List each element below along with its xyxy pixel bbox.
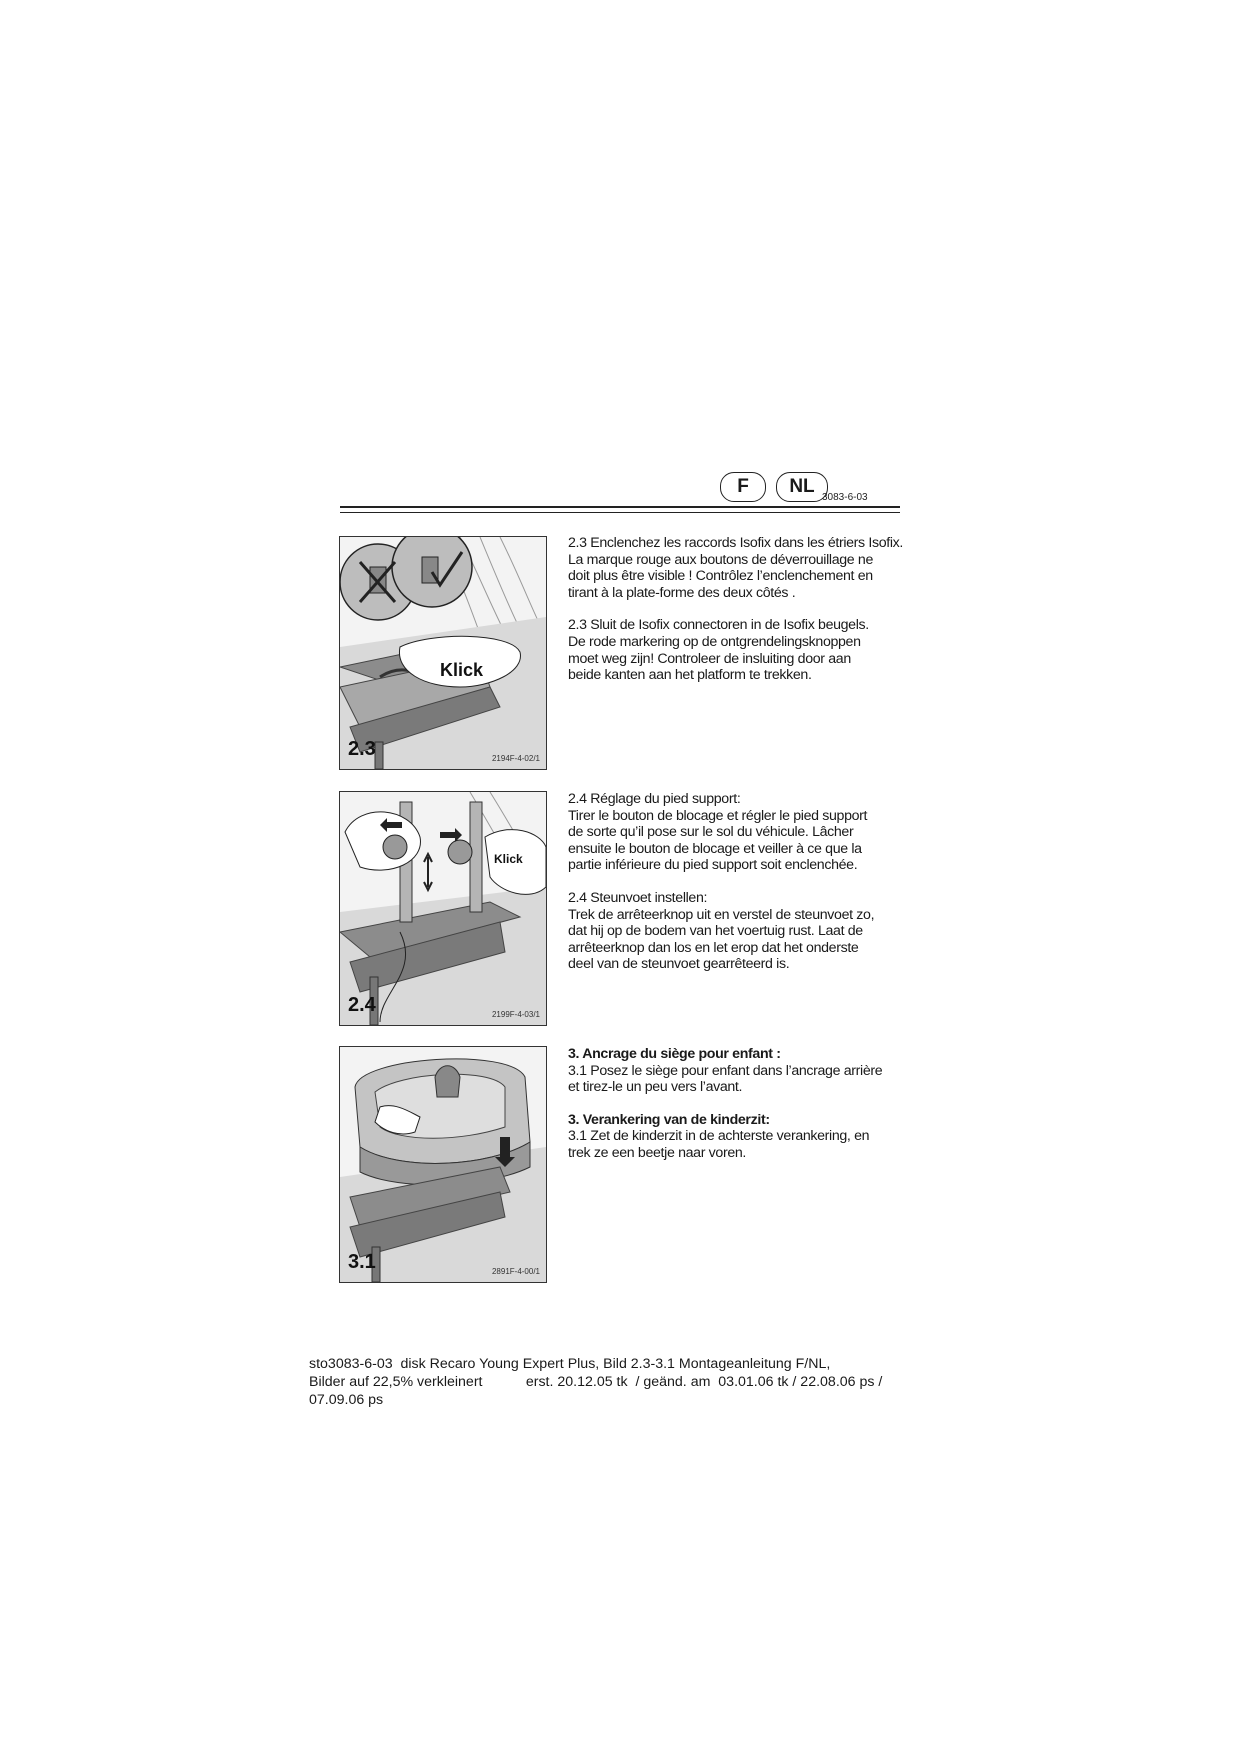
text-line: moet weg zijn! Controleer de insluiting door aan [568,650,851,667]
text-line: dat hij op de bodem van het voertuig rust. Laat de [568,923,863,940]
document-code: 3083-6-03 [822,492,868,503]
text-line: tirant à la plate-forme des deux côtés . [568,584,796,601]
klick-callout: Klick [494,852,523,866]
text-line: 2.4 Steunvoet instellen: [568,889,708,906]
language-badge-nl: NL [776,472,828,502]
text-line: arrêteerknop dan los en let erop dat het onderste [568,939,859,956]
text-line: deel van de steunvoet gearrêteerd is. [568,956,790,973]
figure-2-4 [339,791,547,1026]
isofix-connect-illustration [340,537,546,769]
text-line: 3.1 Posez le siège pour enfant dans l’ancrage arrière [568,1062,883,1079]
figure-code: 2199F-4-03/1 [491,1010,540,1019]
footer-line: sto3083-6-03 disk Recaro Young Expert Plus, Bild 2.3-3.1 Montageanleitung F/NL, [309,1356,831,1372]
section-heading-nl: 3. Verankering van de kinderzit: [568,1111,770,1128]
section-2-4-text [568,791,908,973]
text-line: doit plus être visible ! Contrôlez l’enclenchement en [568,568,873,585]
figure-code: 2891F-4-00/1 [491,1267,540,1276]
text-line: et tirez-le un peu vers l’avant. [568,1079,743,1096]
figure-3-1 [339,1046,547,1283]
footer-line: 07.09.06 ps [309,1392,384,1408]
language-badge-f: F [720,472,766,502]
figure-2-3 [339,536,547,770]
text-line: La marque rouge aux boutons de déverrouillage ne [568,551,874,568]
section-2-3-text [568,535,908,684]
section-3-1-text [568,1046,908,1162]
text-line: 3.1 Zet de kinderzit in de achterste verankering, en [568,1128,870,1145]
footer-line: Bilder auf 22,5% verkleinert erst. 20.12.05 tk / geänd. am 03.01.06 tk / 22.08.06 ps / [309,1374,883,1390]
text-line: de sorte qu’il pose sur le sol du véhicule. Lâcher [568,824,854,841]
text-line: De rode markering op de ontgrendelingsknoppen [568,633,861,650]
header-rule-thick [340,506,900,508]
text-line: partie inférieure du pied support soit enclenchée. [568,857,858,874]
text-line: 2.3 Sluit de Isofix connectoren in de Isofix beugels. [568,617,869,634]
text-line: 2.3 Enclenchez les raccords Isofix dans les étriers Isofix. [568,535,903,551]
header-rule-thin [340,512,900,513]
text-line: Tirer le bouton de blocage et régler le pied support [568,807,868,824]
figure-number: 2.4 [348,994,376,1016]
figure-number: 3.1 [348,1251,376,1273]
support-leg-adjust-illustration [340,792,546,1025]
text-line: 2.4 Réglage du pied support: [568,791,741,807]
section-heading-fr: 3. Ancrage du siège pour enfant : [568,1046,781,1062]
figure-number: 2.3 [348,738,376,760]
child-seat-anchoring-illustration [340,1047,546,1282]
text-line: ensuite le bouton de blocage et veiller à ce que la [568,840,862,857]
text-line: trek ze een beetje naar voren. [568,1144,746,1161]
text-line: Trek de arrêteerknop uit en verstel de steunvoet zo, [568,906,875,923]
text-line: beide kanten aan het platform te trekken. [568,667,812,684]
figure-code: 2194F-4-02/1 [491,754,540,763]
footer-note [309,1355,909,1409]
klick-callout: Klick [440,660,484,680]
